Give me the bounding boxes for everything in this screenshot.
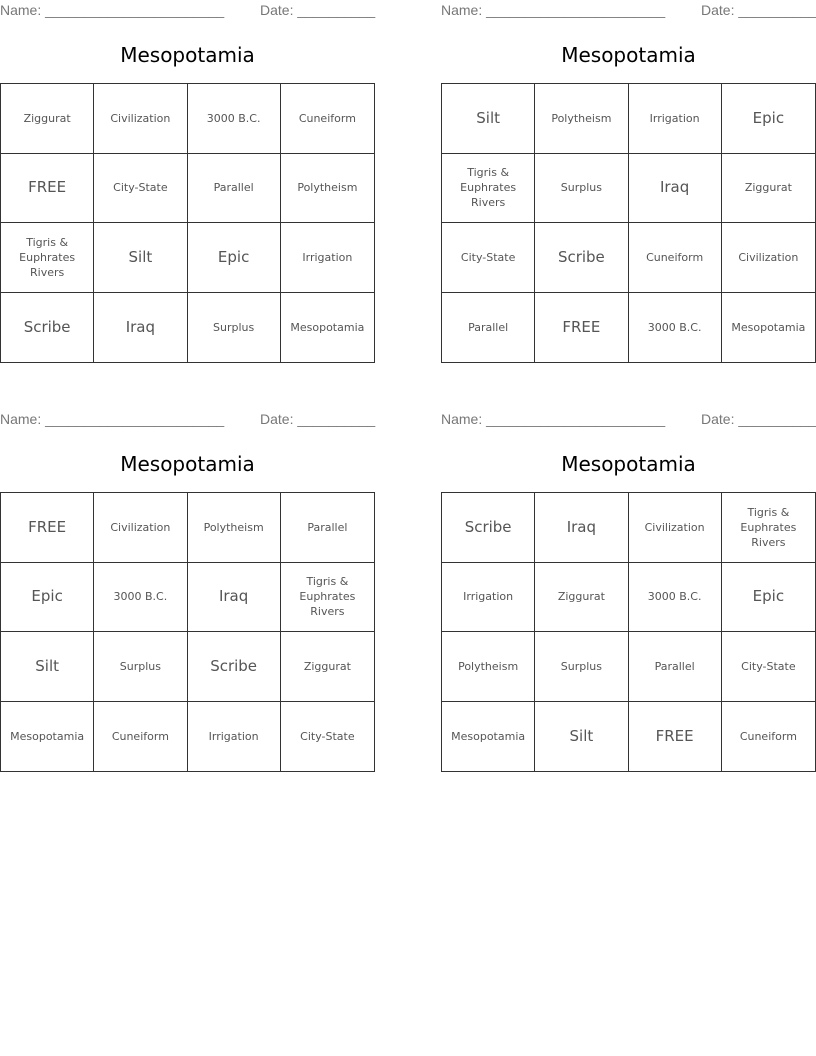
bingo-cell: Iraq	[629, 154, 722, 224]
bingo-cell: Cuneiform	[629, 223, 722, 293]
bingo-cell: FREE	[1, 154, 94, 224]
bingo-cell: Ziggurat	[1, 84, 94, 154]
bingo-cell: Tigris & Euphrates Rivers	[1, 223, 94, 293]
card-title: Mesopotamia	[561, 452, 696, 476]
card-title: Mesopotamia	[120, 452, 255, 476]
card-title: Mesopotamia	[120, 43, 255, 67]
date-field: Date: __________	[701, 411, 816, 427]
bingo-cell: Iraq	[188, 563, 281, 633]
bingo-cell: Polytheism	[442, 632, 535, 702]
bingo-cell: Civilization	[722, 223, 815, 293]
bingo-cell: Surplus	[94, 632, 187, 702]
bingo-cell: Irrigation	[629, 84, 722, 154]
bingo-cell: Surplus	[535, 632, 628, 702]
bingo-cell: Scribe	[1, 293, 94, 363]
name-field: Name: _______________________	[441, 411, 666, 427]
bingo-cell: Ziggurat	[281, 632, 374, 702]
bingo-cell: Silt	[94, 223, 187, 293]
bingo-cell: Silt	[1, 632, 94, 702]
bingo-card-1	[0, 0, 376, 336]
bingo-cell: Parallel	[442, 293, 535, 363]
bingo-cell: Ziggurat	[722, 154, 815, 224]
bingo-card-2	[441, 0, 816, 336]
bingo-cell: Civilization	[94, 493, 187, 563]
bingo-cell: Mesopotamia	[442, 702, 535, 772]
bingo-cell: City-State	[722, 632, 815, 702]
bingo-card-3	[0, 409, 376, 743]
bingo-cell: Epic	[722, 84, 815, 154]
name-field: Name: _______________________	[0, 2, 225, 18]
bingo-cell: Parallel	[629, 632, 722, 702]
bingo-grid	[0, 492, 375, 772]
name-field: Name: _______________________	[0, 411, 225, 427]
date-field: Date: __________	[701, 2, 816, 18]
bingo-cell: 3000 B.C.	[188, 84, 281, 154]
bingo-cell: Parallel	[281, 493, 374, 563]
bingo-card-4	[441, 409, 816, 745]
bingo-cell: Ziggurat	[535, 563, 628, 633]
bingo-grid	[441, 492, 816, 772]
bingo-cell: Silt	[442, 84, 535, 154]
bingo-cell: Irrigation	[281, 223, 374, 293]
bingo-cell: Tigris & Euphrates Rivers	[281, 563, 374, 633]
bingo-cell: Scribe	[188, 632, 281, 702]
bingo-cell: Scribe	[442, 493, 535, 563]
bingo-cell: FREE	[629, 702, 722, 772]
bingo-cell: Iraq	[535, 493, 628, 563]
bingo-cell: Civilization	[629, 493, 722, 563]
bingo-cell: Civilization	[94, 84, 187, 154]
bingo-cell: 3000 B.C.	[629, 293, 722, 363]
bingo-cell: Parallel	[188, 154, 281, 224]
bingo-cell: Tigris & Euphrates Rivers	[722, 493, 815, 563]
bingo-grid	[441, 83, 816, 363]
bingo-cell: 3000 B.C.	[629, 563, 722, 633]
bingo-cell: FREE	[535, 293, 628, 363]
bingo-cell: Polytheism	[535, 84, 628, 154]
bingo-cell: Epic	[188, 223, 281, 293]
bingo-cell: Scribe	[535, 223, 628, 293]
bingo-cell: Cuneiform	[281, 84, 374, 154]
bingo-cell: Surplus	[535, 154, 628, 224]
bingo-cell: Epic	[1, 563, 94, 633]
bingo-cell: City-State	[300, 729, 355, 743]
bingo-cell: Surplus	[188, 293, 281, 363]
bingo-cell: Tigris & Euphrates Rivers	[442, 154, 535, 224]
bingo-cell: Silt	[535, 702, 628, 772]
card-title: Mesopotamia	[561, 43, 696, 67]
bingo-cell: Iraq	[94, 293, 187, 363]
bingo-cell: 3000 B.C.	[94, 563, 187, 633]
bingo-cell: Mesopotamia	[1, 702, 94, 772]
bingo-cell: FREE	[1, 493, 94, 563]
name-field: Name: _______________________	[441, 2, 666, 18]
bingo-cell: Cuneiform	[739, 729, 797, 743]
bingo-cell: Irrigation	[188, 702, 281, 772]
date-field: Date: __________	[260, 411, 376, 427]
date-field: Date: __________	[260, 2, 376, 18]
bingo-cell: Mesopotamia	[290, 320, 365, 334]
bingo-cell: Mesopotamia	[731, 320, 806, 334]
bingo-cell: Epic	[722, 563, 815, 633]
bingo-cell: Polytheism	[188, 493, 281, 563]
bingo-cell: Irrigation	[442, 563, 535, 633]
bingo-grid	[0, 83, 375, 363]
bingo-cell: City-State	[442, 223, 535, 293]
bingo-cell: Cuneiform	[94, 702, 187, 772]
bingo-cell: Polytheism	[281, 154, 374, 224]
bingo-cell: City-State	[94, 154, 187, 224]
